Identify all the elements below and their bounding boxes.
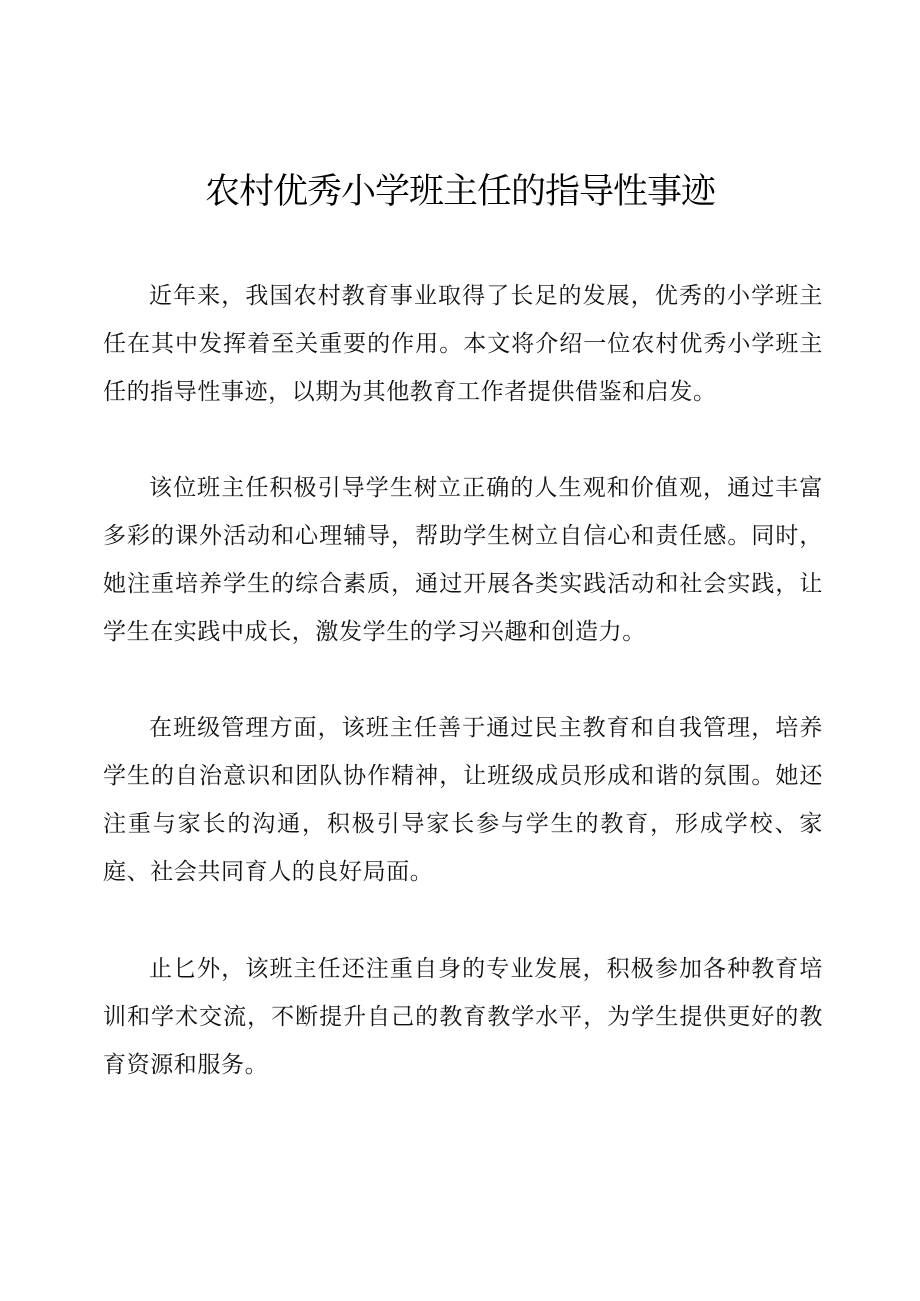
paragraph-1: 近年来，我国农村教育事业取得了长足的发展，优秀的小学班主任在其中发挥着至关重要的作用。本文将介绍一位农村优秀小学班主任的指导性事迹，以期为其他教育工作者提供借鉴和启发。	[103, 283, 823, 405]
document-title: 农村优秀小学班主任的指导性事迹	[204, 172, 715, 212]
paragraph-3: 在班级管理方面，该班主任善于通过民主教育和自我管理，培养学生的自治意识和团队协作精神，让班级成员形成和谐的氛围。她还注重与家长的沟通，积极引导家长参与学生的教育，形成学校、家庭、社会共同育人的良好局面。	[103, 715, 823, 885]
paragraph-2: 该位班主任积极引导学生树立正确的人生观和价值观，通过丰富多彩的课外活动和心理辅导，帮助学生树立自信心和责任感。同时，她注重培养学生的综合素质，通过开展各类实践活动和社会实践，让学生在实践中成长，激发学生的学习兴趣和创造力。	[103, 475, 823, 645]
paragraph-4: 止匕外，该班主任还注重自身的专业发展，积极参加各种教育培训和学术交流，不断提升自己的教育教学水平，为学生提供更好的教育资源和服务。	[103, 956, 823, 1078]
